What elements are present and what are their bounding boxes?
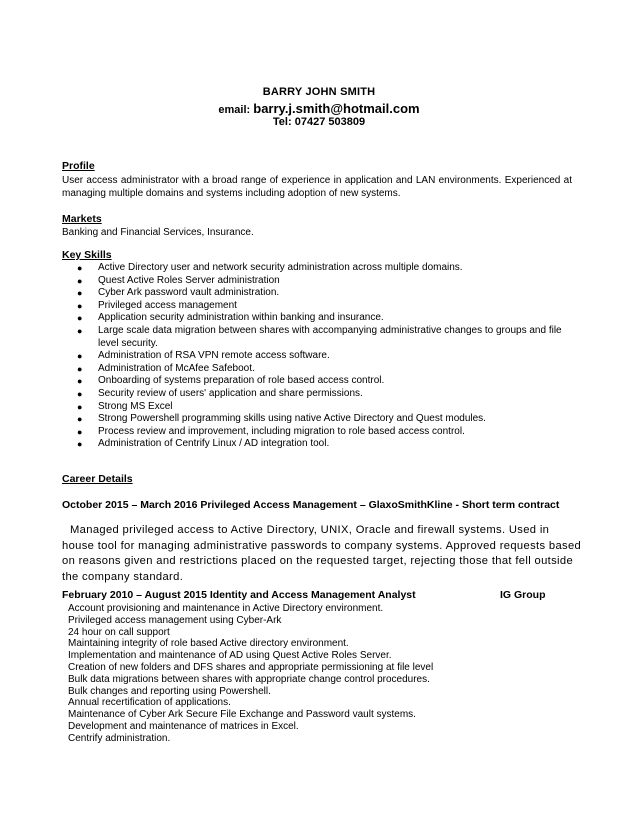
job-title-gsk: October 2015 – March 2016 Privileged Access Management – GlaxoSmithKline - Short term contract <box>62 499 560 511</box>
skill-text: Onboarding of systems preparation of role based access control. <box>98 375 385 387</box>
key-skills-list <box>62 262 572 451</box>
skill-text: Privileged access management <box>98 299 237 311</box>
phone-line <box>0 116 638 128</box>
markets-heading: Markets <box>62 213 102 225</box>
bullet-icon: ● <box>77 426 83 437</box>
skill-text: Active Directory user and network security administration across multiple domains. <box>98 262 463 273</box>
skill-item <box>62 312 572 325</box>
duty-item: 24 hour on call support <box>68 626 170 638</box>
skill-text: Quest Active Roles Server administration <box>98 274 280 286</box>
ig-duties-list <box>68 603 568 745</box>
duty-item: Bulk data migrations between shares with appropriate change control procedures. <box>68 673 430 685</box>
skill-item <box>62 275 572 288</box>
skill-text: Strong Powershell programming skills using native Active Directory and Quest modules. <box>98 413 486 425</box>
bullet-icon: ● <box>77 313 83 324</box>
skill-text: Administration of RSA VPN remote access software. <box>98 350 330 362</box>
bullet-icon: ● <box>77 401 83 412</box>
profile-heading: Profile <box>62 160 95 172</box>
bullet-icon: ● <box>77 414 83 425</box>
duty-item: Creation of new folders and DFS shares and appropriate permissioning at file level <box>68 661 434 673</box>
bullet-icon: ● <box>77 325 83 336</box>
key-skills-heading: Key Skills <box>62 249 112 261</box>
skill-item <box>62 438 572 451</box>
duty-item: Maintenance of Cyber Ark Secure File Exchange and Password vault systems. <box>68 709 416 721</box>
skill-item <box>62 375 572 388</box>
skill-text: Process review and improvement, including migration to role based access control. <box>98 425 465 437</box>
bullet-icon: ● <box>77 275 83 286</box>
career-details-heading: Career Details <box>62 473 133 485</box>
email-address: barry.j.smith@hotmail.com <box>253 101 420 116</box>
skill-item <box>62 262 572 275</box>
duty-item: Centrify administration. <box>68 732 171 744</box>
duty-item: Bulk changes and reporting using Powershell. <box>68 685 271 697</box>
candidate-name: BARRY JOHN SMITH <box>262 86 376 98</box>
skill-text: Application security administration within banking and insurance. <box>98 312 384 324</box>
skill-item <box>62 300 572 313</box>
skill-item <box>62 388 572 401</box>
bullet-icon: ● <box>77 300 83 311</box>
duty-item: Account provisioning and maintenance in Active Directory environment. <box>68 603 384 614</box>
markets-text: Banking and Financial Services, Insurance. <box>62 227 254 238</box>
job-title-ig: February 2010 – August 2015 Identity and Access Management Analyst <box>62 589 416 601</box>
bullet-icon: ● <box>77 388 83 399</box>
profile-text: User access administrator with a broad range of experience in application and LAN environments. Experienced at managing multiple domains and systems including adoption of new systems. <box>62 175 572 199</box>
bullet-icon: ● <box>77 439 83 450</box>
email-line <box>0 101 638 116</box>
skill-item <box>62 413 572 426</box>
skill-text: Large scale data migration between shares with accompanying administrative changes to groups and file level security. <box>98 324 562 349</box>
bullet-icon: ● <box>77 376 83 387</box>
bullet-icon: ● <box>77 263 83 273</box>
skill-text: Administration of Centrify Linux / AD integration tool. <box>98 438 330 450</box>
skill-item <box>62 287 572 300</box>
duty-item: Development and maintenance of matrices in Excel. <box>68 720 299 732</box>
bullet-icon: ● <box>77 363 83 374</box>
skill-text: Security review of users' application and share permissions. <box>98 387 363 399</box>
skill-text: Administration of McAfee Safeboot. <box>98 362 255 374</box>
job-description-gsk: Managed privileged access to Active Directory, UNIX, Oracle and firewall systems. Used in house tool for managing administrative passwords to company systems. Approved requests based on reasons given and restrictions placed on the requested target, rejecting those that fell outside the company standard. <box>62 524 582 583</box>
phone-number: 07427 503809 <box>294 116 366 128</box>
skill-text: Cyber Ark password vault administration. <box>98 287 280 299</box>
duty-item: Implementation and maintenance of AD using Quest Active Roles Server. <box>68 650 392 662</box>
bullet-icon: ● <box>77 351 83 362</box>
email-label: email: <box>218 104 251 116</box>
duty-item: Privileged access management using Cyber-Ark <box>68 614 282 626</box>
skill-item <box>62 426 572 439</box>
skill-item <box>62 325 572 350</box>
phone-label: Tel: <box>272 116 292 128</box>
skill-item <box>62 350 572 363</box>
duty-item: Maintaining integrity of role based Active directory environment. <box>68 638 349 650</box>
company-ig: IG Group <box>500 589 546 601</box>
skill-item <box>62 363 572 376</box>
skill-item <box>62 401 572 414</box>
skill-text: Strong MS Excel <box>98 400 173 412</box>
duty-item: Annual recertification of applications. <box>68 697 231 709</box>
bullet-icon: ● <box>77 288 83 299</box>
